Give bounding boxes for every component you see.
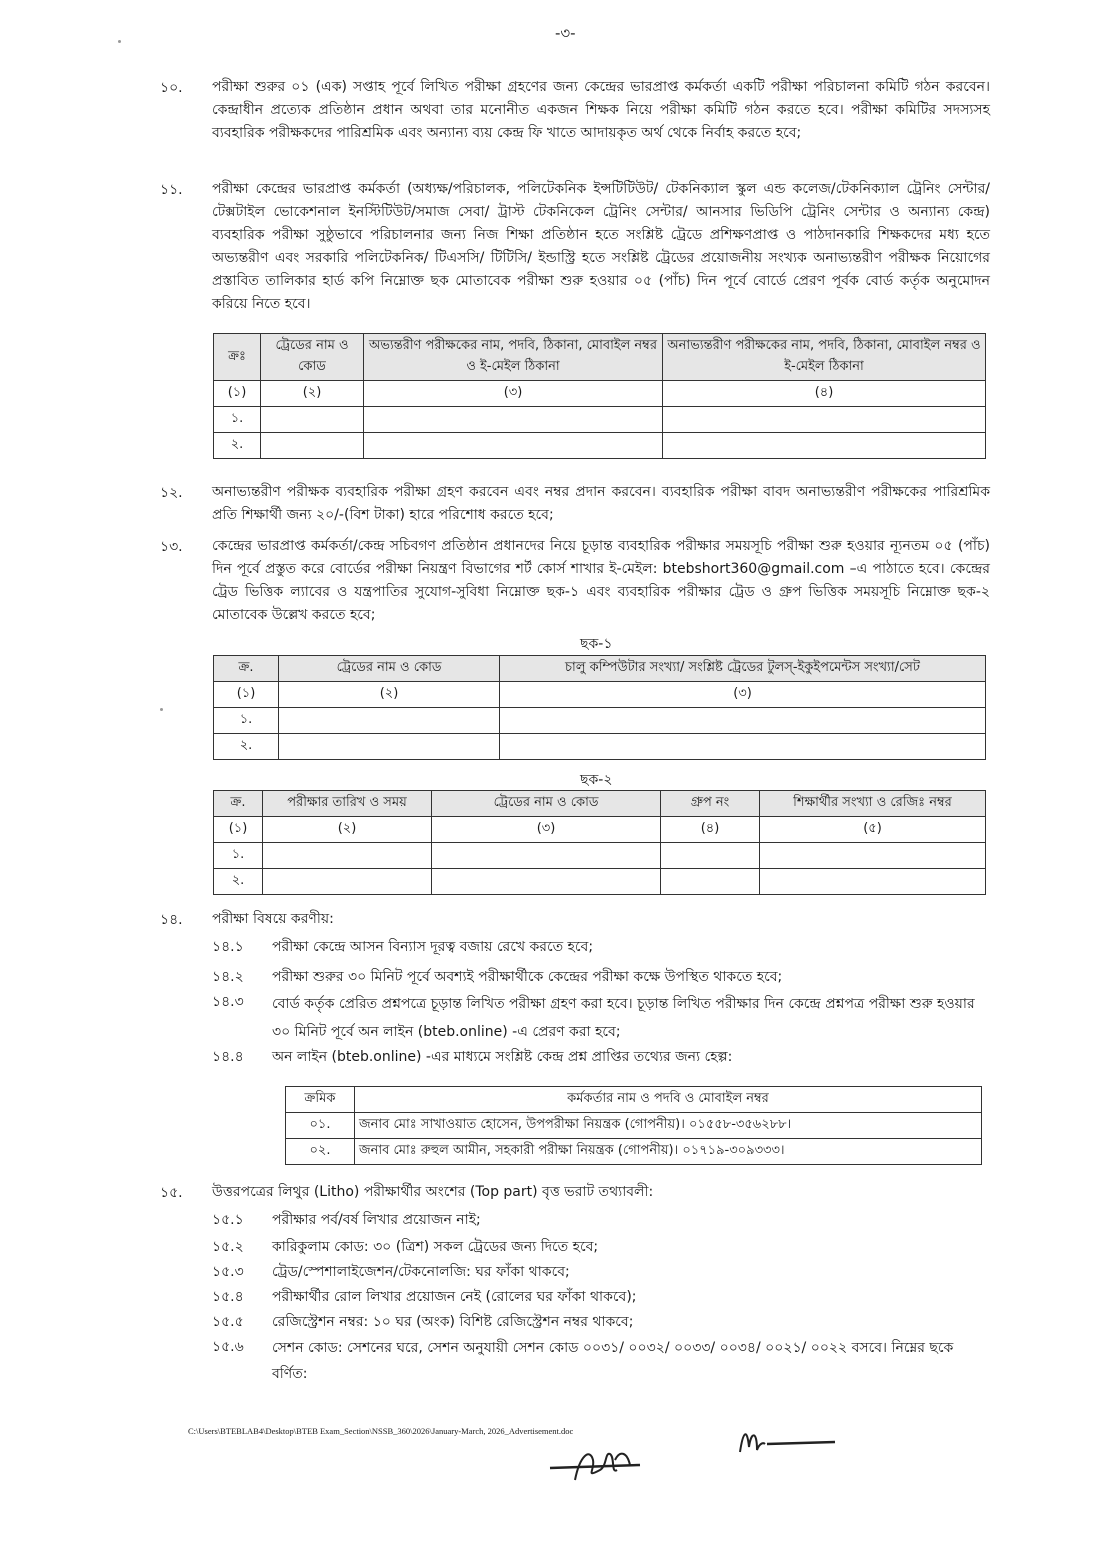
sub-item-text: ট্রেড/স্পেশালাইজেশন/টেকনোলজি: ঘর ফাঁকা থাকবে; xyxy=(272,1264,570,1280)
table-cell: (১) xyxy=(214,817,263,843)
scan-speck xyxy=(160,708,163,711)
sub-item-number: ১৫.৩ xyxy=(212,1264,244,1280)
table-header: ক্র. xyxy=(214,656,279,682)
table-row xyxy=(214,734,986,760)
sub-item-15-2 xyxy=(212,1235,992,1259)
sub-item-number: ১৫.৪ xyxy=(212,1289,244,1305)
table-cell: ১. xyxy=(214,407,261,433)
table-caption: ছক-১ xyxy=(580,636,613,652)
sub-item-number: ১৫.১ xyxy=(212,1212,244,1228)
table-cell: জনাব মোঃ সাখাওয়াত হোসেন, উপপরীক্ষা নিয়ন্ত্রক (গোপনীয়)। ০১৫৫৮-৩৫৬২৮৮। xyxy=(355,1113,982,1139)
table-header: শিক্ষার্থীর সংখ্যা ও রেজিঃ নম্বর xyxy=(760,791,986,817)
scan-speck xyxy=(118,40,121,43)
examiner-table xyxy=(213,333,986,459)
sub-item-text: পরীক্ষা শুরুর ৩০ মিনিট পূর্বে অবশ্যই পরীক্ষার্থীকে কেন্দ্রের পরীক্ষা কক্ষে উপস্থিত থাকতে হবে; xyxy=(272,969,783,985)
sub-item-number: ১৪.২ xyxy=(212,969,244,985)
sub-item-text: পরীক্ষার্থীর রোল লিখার প্রয়োজন নেই (রোলের ঘর ফাঁকা থাকবে); xyxy=(272,1289,637,1305)
table-header: ক্রমিক xyxy=(286,1087,355,1113)
table-cell: ১. xyxy=(214,843,263,869)
table-header-row xyxy=(286,1087,982,1113)
table-header-row xyxy=(214,334,986,381)
table-header: ক্রঃ xyxy=(214,334,261,381)
item-12 xyxy=(160,481,990,527)
sub-item-text: বোর্ড কর্তৃক প্রেরিত প্রশ্নপত্রে চূড়ান্ত লিখিত পরীক্ষা গ্রহণ করা হবে। চূড়ান্ত লিখিত পরীক্ষার দিন কেন্দ্রে প্রশ্নপত্র পরীক্ষা শুরু হওয়ার ৩০ মিনিট পূর্বে অন লাইন (bteb.online) -এ প্রেরণ করা হবে; xyxy=(272,996,975,1040)
table-cell xyxy=(760,869,986,895)
practical-schedule-table xyxy=(213,790,986,895)
sub-item-text: পরীক্ষার পর্ব/বর্ষ লিখার প্রয়োজন নাই; xyxy=(272,1212,481,1228)
table-cell: (৩) xyxy=(364,381,663,407)
item-text: পরীক্ষা বিষয়ে করণীয়: xyxy=(212,911,334,927)
table-index-row xyxy=(214,682,986,708)
table-cell xyxy=(261,433,364,459)
table-cell xyxy=(263,869,432,895)
table-header: কর্মকর্তার নাম ও পদবি ও মোবাইল নম্বর xyxy=(355,1087,982,1113)
sub-item-number: ১৫.৫ xyxy=(212,1314,244,1330)
lab-facility-table xyxy=(213,655,986,760)
sub-item-text: রেজিস্ট্রেশন নম্বর: ১০ ঘর (অংক) বিশিষ্ট রেজিস্ট্রেশন নম্বর থাকবে; xyxy=(272,1314,634,1330)
table-cell xyxy=(279,734,500,760)
item-10 xyxy=(160,76,990,145)
table-cell: ০২. xyxy=(286,1139,355,1165)
sub-item-14-2 xyxy=(212,965,992,989)
table-cell xyxy=(500,734,986,760)
table-cell: (৫) xyxy=(760,817,986,843)
table-row xyxy=(214,433,986,459)
sub-item-text: অন লাইন (bteb.online) -এর মাধ্যমে সংশ্লিষ্ট কেন্দ্র প্রশ্ন প্রাপ্তির তথ্যের জন্য হেল্প: xyxy=(272,1049,733,1065)
sub-item-text: কারিকুলাম কোড: ৩০ (ত্রিশ) সকল ট্রেডের জন্য দিতে হবে; xyxy=(272,1239,599,1255)
sub-item-14-1 xyxy=(212,935,992,959)
table-cell xyxy=(432,843,661,869)
table-cell: ২. xyxy=(214,734,279,760)
footer-file-path: C:\Users\BTEBLAB4\Desktop\BTEB Exam_Section\NSSB_360\2026\January-March, 2026_Advertisement.doc xyxy=(188,1426,574,1436)
item-number: ১৪. xyxy=(160,912,183,928)
table-header: ট্রেডের নাম ও কোড xyxy=(279,656,500,682)
sub-item-number: ১৫.২ xyxy=(212,1239,244,1255)
table-cell xyxy=(432,869,661,895)
table-index-row xyxy=(214,381,986,407)
table-header: ক্র. xyxy=(214,791,263,817)
table-header-row xyxy=(214,791,986,817)
item-number: ১০. xyxy=(160,80,183,96)
table-cell: (২) xyxy=(279,682,500,708)
table-cell: (১) xyxy=(214,682,279,708)
sub-item-15-6 xyxy=(212,1335,992,1387)
sub-item-14-4 xyxy=(212,1045,992,1069)
table-header: চালু কম্পিউটার সংখ্যা/ সংশ্লিষ্ট ট্রেডের টুলস্-ইকুইপমেন্টস সংখ্যা/সেট xyxy=(500,656,986,682)
item-14 xyxy=(160,908,990,931)
table-cell: (৩) xyxy=(432,817,661,843)
sub-item-15-1 xyxy=(212,1208,992,1232)
sub-item-text: পরীক্ষা কেন্দ্রে আসন বিন্যাস দূরত্ব বজায় রেখে করতে হবে; xyxy=(272,939,594,955)
item-number: ১১. xyxy=(160,182,183,198)
table-cell xyxy=(663,407,986,433)
table-header: ট্রেডের নাম ও কোড xyxy=(261,334,364,381)
table-cell xyxy=(500,708,986,734)
item-11 xyxy=(160,178,990,316)
table-index-row xyxy=(214,817,986,843)
item-text: পরীক্ষা কেন্দ্রের ভারপ্রাপ্ত কর্মকর্তা (অধ্যক্ষ/পরিচালক, পলিটেকনিক ইন্সটিটিউট/ টেকনিক্যাল স্কুল এন্ড কলেজ/টেকনিক্যাল ট্রেনিং সেন্টার/টেক্সটাইল ভোকেশনাল ইনস্টিটিউট/সমাজ সেবা/ ট্রাস্ট টেকনিকেল ট্রেনিং সেন্টার/ আনসার ভিডিপি ট্রেনিং সেন্টার ও অন্যান্য কেন্দ্র) ব্যবহারিক পরীক্ষা সুষ্ঠুভাবে পরিচালনার জন্য নিজ শিক্ষা প্রতিষ্ঠান হতে সংশ্লিষ্ট ট্রেডে প্রশিক্ষণপ্রাপ্ত ও পাঠদানকারি শিক্ষকদের মধ্য হতে অভ্যন্তরীণ এবং সরকারি পলিটেকনিক/ টিএসসি/ টিটিসি/ ইন্ডাস্ট্রি হতে সংশ্লিষ্ট ট্রেডের প্রয়োজনীয় সংখ্যক অনাভ্যন্তরীণ পরীক্ষক নিয়োগের প্রস্তাবিত তালিকার হার্ড কপি নিম্নোক্ত ছক মোতাবেক পরীক্ষা শুরু হওয়ার ০৫ (পাঁচ) দিন পূর্বে বোর্ডে প্রেরণ পূর্বক বোর্ড কর্তৃক অনুমোদন করিয়ে নিতে হবে। xyxy=(212,181,990,312)
sub-item-15-4 xyxy=(212,1285,992,1309)
table-cell: (২) xyxy=(263,817,432,843)
page-number: -৩- xyxy=(555,24,576,42)
table-cell xyxy=(263,843,432,869)
item-13 xyxy=(160,535,990,627)
table-cell: ২. xyxy=(214,869,263,895)
initials-mark xyxy=(735,1422,845,1462)
table-caption: ছক-২ xyxy=(580,772,613,788)
sub-item-15-3 xyxy=(212,1260,992,1284)
table-cell: ০১. xyxy=(286,1113,355,1139)
table-cell: (৪) xyxy=(663,381,986,407)
table-row xyxy=(286,1113,982,1139)
sub-item-14-3 xyxy=(212,990,992,1046)
table-row xyxy=(214,407,986,433)
table-cell: (৪) xyxy=(661,817,760,843)
item-text: পরীক্ষা শুরুর ০১ (এক) সপ্তাহ পূর্বে লিখিত পরীক্ষা গ্রহণের জন্য কেন্দ্রের ভারপ্রাপ্ত কর্মকর্তা একটি পরীক্ষা পরিচালনা কমিটি গঠন করবেন। কেন্দ্রাধীন প্রত্যেক প্রতিষ্ঠান প্রধান অথবা তার মনোনীত একজন শিক্ষক নিয়ে পরীক্ষা কমিটি গঠন করতে হবে। পরীক্ষা কমিটির সদস্যসহ ব্যবহারিক পরীক্ষকদের পারিশ্রমিক এবং অন্যান্য ব্যয় কেন্দ্র ফি খাতে আদায়কৃত অর্থ থেকে নির্বাহ করতে হবে; xyxy=(212,79,990,141)
item-number: ১৩. xyxy=(160,539,183,555)
table-cell: জনাব মোঃ রুহুল আমীন, সহকারী পরীক্ষা নিয়ন্ত্রক (গোপনীয়)। ০১৭১৯-৩০৯৩৩৩। xyxy=(355,1139,982,1165)
sub-item-number: ১৫.৬ xyxy=(212,1339,244,1355)
table-cell: (১) xyxy=(214,381,261,407)
table-row xyxy=(214,869,986,895)
table-cell: ২. xyxy=(214,433,261,459)
table-header: গ্রুপ নং xyxy=(661,791,760,817)
sub-item-number: ১৪.১ xyxy=(212,939,244,955)
table-cell xyxy=(661,843,760,869)
table-row xyxy=(214,843,986,869)
item-text: উত্তরপত্রের লিথুর (Litho) পরীক্ষার্থীর অংশের (Top part) বৃত্ত ভরাট তথ্যাবলী: xyxy=(212,1184,654,1200)
table-header-row xyxy=(214,656,986,682)
table-row xyxy=(286,1139,982,1165)
item-text: কেন্দ্রের ভারপ্রাপ্ত কর্মকর্তা/কেন্দ্র সচিবগণ প্রতিষ্ঠান প্রধানদের নিয়ে চূড়ান্ত ব্যবহারিক পরীক্ষার সময়সূচি পরীক্ষা শুরু হওয়ার ন্যূনতম ০৫ (পাঁচ) দিন পূর্বে প্রস্তুত করে বোর্ডের পরীক্ষা নিয়ন্ত্রণ বিভাগের শর্ট কোর্স শাখার ই-মেইল: btebshort360@gmail.com –এ পাঠাতে হবে। কেন্দ্রের ট্রেড ভিত্তিক ল্যাবের ও যন্ত্রপাতির সুযোগ-সুবিধা নিম্নোক্ত ছক-১ এবং ব্যবহারিক পরীক্ষার ট্রেড ও গ্রুপ ভিত্তিক সময়সূচি নিম্নোক্ত ছক-২ মোতাবেক উল্লেখ করতে হবে; xyxy=(212,538,990,623)
item-number: ১২. xyxy=(160,485,183,501)
table-header: ট্রেডের নাম ও কোড xyxy=(432,791,661,817)
sub-item-text: সেশন কোড: সেশনের ঘরে, সেশন অনুযায়ী সেশন কোড ০০৩১/ ০০৩২/ ০০৩৩/ ০০৩৪/ ০০২১/ ০০২২ বসবে। নিম্নের ছকে বর্ণিত: xyxy=(272,1340,954,1382)
table-cell: ১. xyxy=(214,708,279,734)
table-cell xyxy=(279,708,500,734)
table-cell xyxy=(760,843,986,869)
table-cell xyxy=(364,433,663,459)
sub-item-15-5 xyxy=(212,1310,992,1334)
table-header: অনাভ্যন্তরীণ পরীক্ষকের নাম, পদবি, ঠিকানা, মোবাইল নম্বর ও ই-মেইল ঠিকানা xyxy=(663,334,986,381)
table-cell xyxy=(661,869,760,895)
table-header: পরীক্ষার তারিখ ও সময় xyxy=(263,791,432,817)
item-15 xyxy=(160,1181,990,1204)
item-text: অনাভ্যন্তরীণ পরীক্ষক ব্যবহারিক পরীক্ষা গ্রহণ করবেন এবং নম্বর প্রদান করবেন। ব্যবহারিক পরীক্ষা বাবদ অনাভ্যন্তরীণ পরীক্ষকের পারিশ্রমিক প্রতি শিক্ষার্থী জন্য ২০/-(বিশ টাকা) হারে পরিশোধ করতে হবে; xyxy=(212,484,990,523)
table-header: অভ্যন্তরীণ পরীক্ষকের নাম, পদবি, ঠিকানা, মোবাইল নম্বর ও ই-মেইল ঠিকানা xyxy=(364,334,663,381)
table-cell xyxy=(261,407,364,433)
table-cell xyxy=(364,407,663,433)
signature-mark xyxy=(545,1440,650,1490)
help-contact-table xyxy=(285,1086,982,1165)
item-number: ১৫. xyxy=(160,1185,183,1201)
sub-item-number: ১৪.৪ xyxy=(212,1049,244,1065)
table-cell: (২) xyxy=(261,381,364,407)
table-cell xyxy=(663,433,986,459)
table-row xyxy=(214,708,986,734)
sub-item-number: ১৪.৩ xyxy=(212,994,244,1010)
table-cell: (৩) xyxy=(500,682,986,708)
